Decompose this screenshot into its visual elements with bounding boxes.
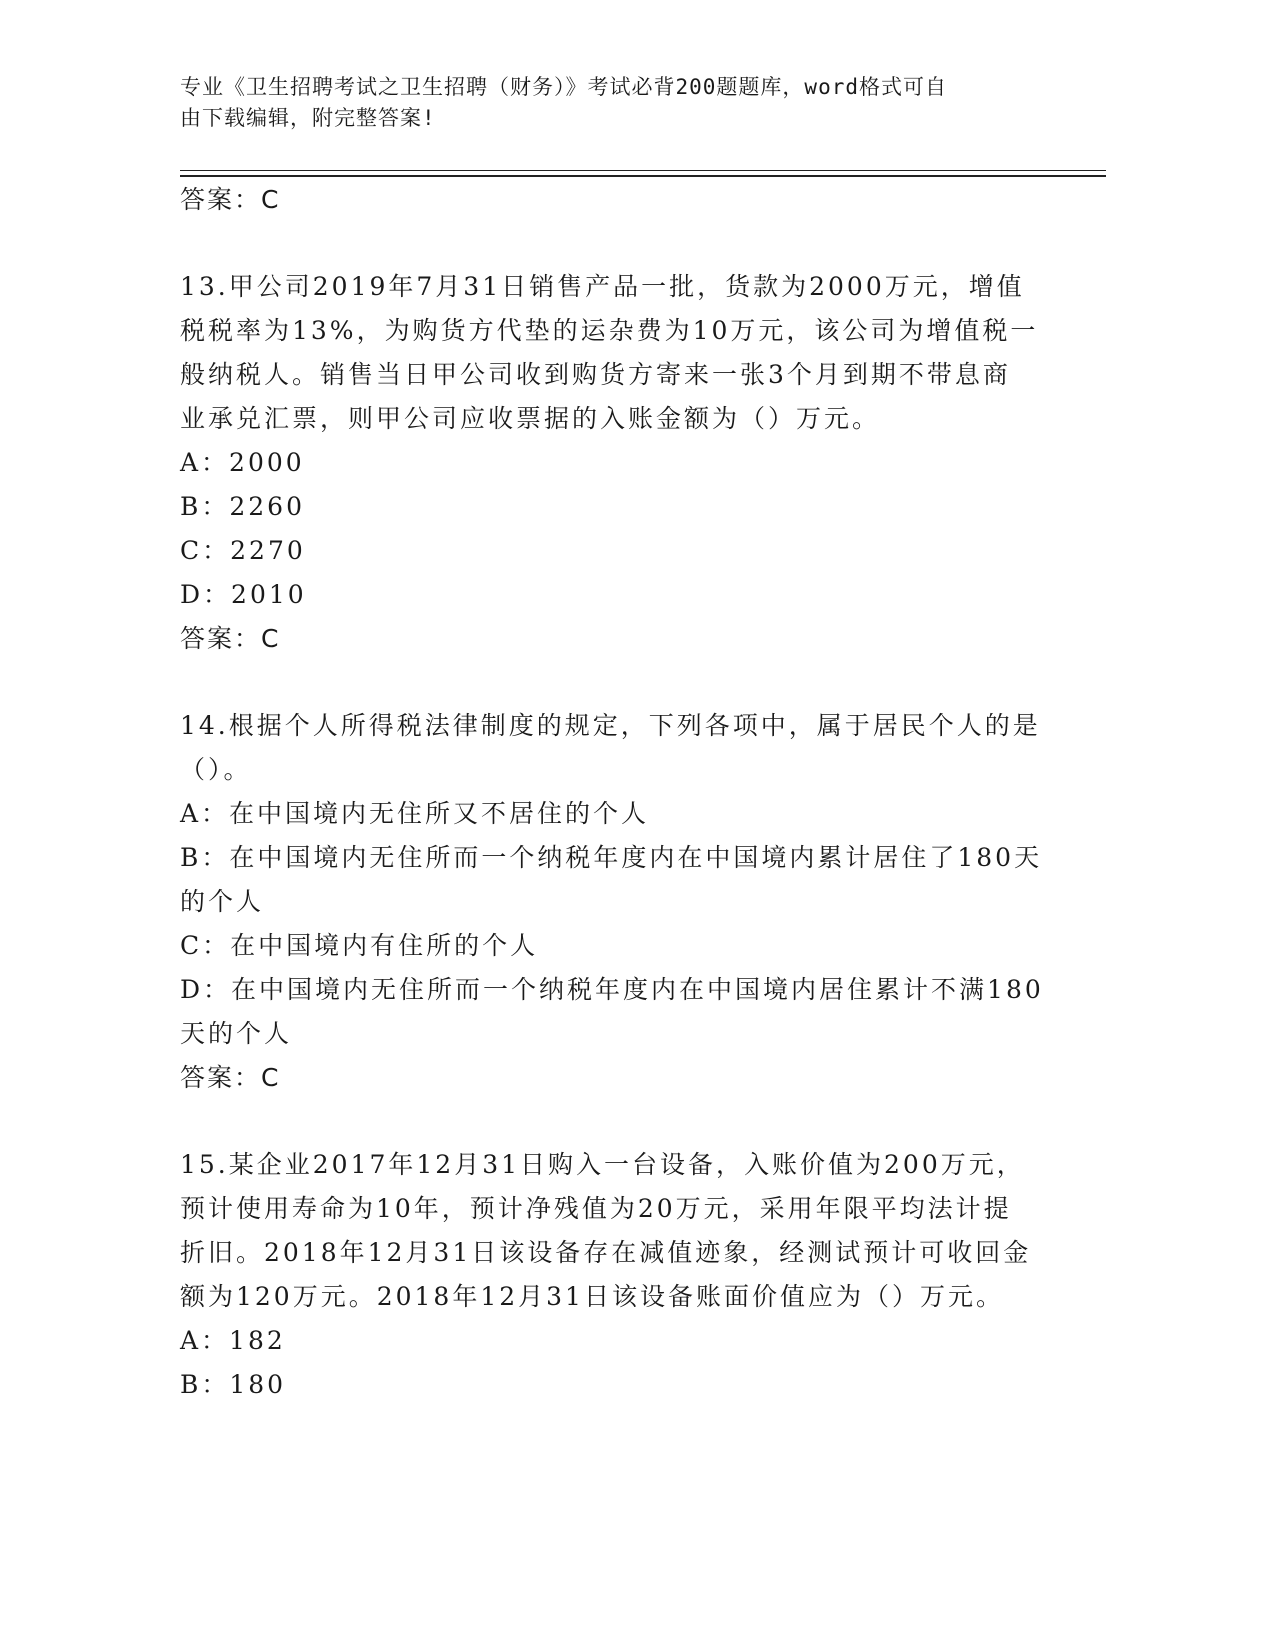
question-list	[180, 178, 1044, 1407]
question-14-option-b-2: 的个人	[180, 887, 265, 916]
question-13-text-3: 般纳税人。销售当日甲公司收到购货方寄来一张3个月到期不带息商	[180, 360, 1011, 389]
question-15-text-4: 额为120万元。2018年12月31日该设备账面价值应为（）万元。	[180, 1282, 1004, 1311]
header-line-1: 专业《卫生招聘考试之卫生招聘（财务）》考试必背200题题库，word格式可自	[180, 75, 947, 99]
question-14-option-d-1: D：在中国境内无住所而一个纳税年度内在中国境内居住累计不满180	[180, 975, 1044, 1004]
question-15	[180, 1143, 1030, 1407]
answer-12: 答案：C	[180, 185, 281, 214]
question-14-option-a: A：在中国境内无住所又不居住的个人	[180, 799, 650, 828]
question-14-option-b-1: B：在中国境内无住所而一个纳税年度内在中国境内累计居住了180天	[180, 843, 1043, 872]
question-15-text-2: 预计使用寿命为10年，预计净残值为20万元，采用年限平均法计提	[180, 1194, 1012, 1223]
document-header	[180, 72, 1030, 134]
question-15-text-3: 折旧。2018年12月31日该设备存在减值迹象，经测试预计可收回金	[180, 1238, 1032, 1267]
question-13-text-1: 13.甲公司2019年7月31日销售产品一批，货款为2000万元，增值	[180, 272, 1025, 301]
question-14	[180, 704, 1044, 1100]
answer-14: 答案：C	[180, 1063, 281, 1092]
header-divider-thin	[180, 170, 1106, 171]
question-13-text-2: 税税率为13%，为购货方代垫的运杂费为10万元，该公司为增值税一	[180, 316, 1039, 345]
header-line-2: 由下载编辑，附完整答案!	[180, 106, 436, 130]
question-14-option-d-2: 天的个人	[180, 1019, 293, 1048]
question-14-text-2: （）。	[180, 755, 252, 784]
question-13-option-c: C：2270	[180, 536, 306, 565]
question-14-option-c: C：在中国境内有住所的个人	[180, 931, 539, 960]
question-13-option-b: B：2260	[180, 492, 305, 521]
question-13	[180, 265, 1039, 661]
question-13-text-4: 业承兑汇票，则甲公司应收票据的入账金额为（）万元。	[180, 404, 881, 433]
question-15-option-b: B：180	[180, 1370, 287, 1399]
header-divider-thick	[180, 175, 1106, 177]
question-13-option-d: D：2010	[180, 580, 307, 609]
question-13-option-a: A：2000	[180, 448, 305, 477]
question-14-text-1: 14.根据个人所得税法律制度的规定，下列各项中，属于居民个人的是	[180, 711, 1041, 740]
question-15-option-a: A：182	[180, 1326, 286, 1355]
answer-13: 答案：C	[180, 624, 281, 653]
question-15-text-1: 15.某企业2017年12月31日购入一台设备，入账价值为200万元，	[180, 1150, 1025, 1179]
